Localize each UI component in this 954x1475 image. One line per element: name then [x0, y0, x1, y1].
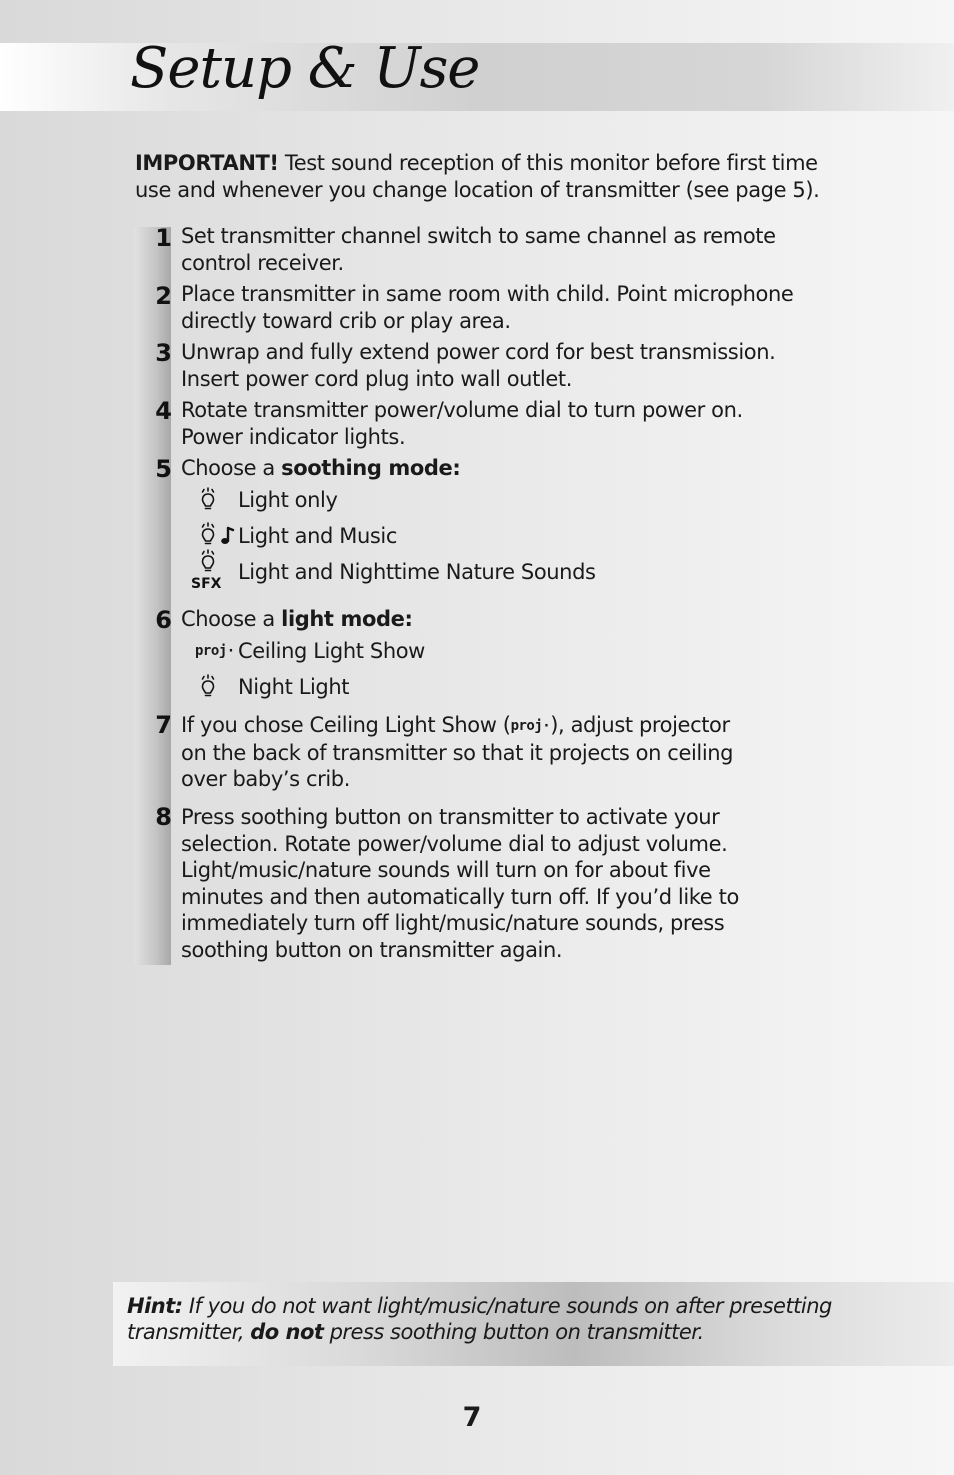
- step-line: soothing button on transmitter again.: [181, 937, 563, 962]
- projector-icon: proj·: [510, 718, 551, 734]
- step-text: [181, 455, 831, 482]
- projector-text: proj·: [195, 643, 235, 659]
- light-icon: [190, 482, 236, 520]
- step-line: on the back of transmitter so that it projects on ceiling: [181, 740, 734, 765]
- step-line: [181, 712, 831, 740]
- step-line: Place transmitter in same room with child. Point microphone: [181, 282, 794, 306]
- soothing-mode-label: Light and Music: [238, 524, 398, 548]
- step-number: 5: [155, 455, 172, 483]
- step-line: Insert power cord plug into wall outlet.: [181, 366, 572, 391]
- step-prefix: Choose a: [181, 607, 282, 631]
- light-icon: [190, 669, 236, 707]
- step-line: Power indicator lights.: [181, 424, 406, 449]
- hint-fragment: If you do not want light/music/nature sounds on after presetting transmitter,: [127, 1294, 832, 1344]
- light-mode-heading: light mode:: [281, 607, 413, 631]
- light-mode-label: Night Light: [238, 675, 350, 699]
- important-notice: [135, 150, 825, 204]
- step-line: selection. Rotate power/volume dial to adjust volume.: [181, 831, 728, 856]
- hint-label: Hint:: [127, 1294, 183, 1318]
- step-text: [181, 606, 831, 633]
- step-line: control receiver.: [181, 250, 344, 275]
- sfx-text: SFX: [191, 576, 222, 590]
- step-text: [181, 339, 831, 392]
- step-line: minutes and then automatically turn off. If you’d like to: [181, 884, 739, 909]
- step-line: Light/music/nature sounds will turn on for about five: [181, 858, 711, 882]
- step-text: [181, 281, 831, 334]
- step-number: 1: [155, 224, 172, 252]
- hint-emphasis: do not: [250, 1320, 324, 1344]
- hint-fragment: press soothing button on transmitter.: [323, 1320, 704, 1344]
- step-line: Set transmitter channel switch to same channel as remote: [181, 224, 776, 248]
- projector-icon: [195, 640, 241, 662]
- step-line: immediately turn off light/music/nature sounds, press: [181, 911, 725, 935]
- step-text: [181, 712, 831, 793]
- step-text: [181, 223, 831, 276]
- step-number: 7: [155, 711, 172, 739]
- step-number: 4: [155, 397, 172, 425]
- important-text: Test sound reception of this monitor before first time use and whenever you change location of transmitter (see page 5).: [135, 151, 820, 202]
- step-fragment: ), adjust projector: [550, 713, 730, 737]
- page-number: 7: [462, 1402, 482, 1433]
- step-prefix: Choose a: [181, 456, 282, 480]
- step-text: [181, 804, 831, 963]
- light-mode-label: Ceiling Light Show: [238, 639, 425, 663]
- step-line: directly toward crib or play area.: [181, 308, 511, 333]
- soothing-mode-label: Light only: [238, 488, 338, 512]
- step-number: 2: [155, 282, 172, 310]
- step-fragment: If you chose Ceiling Light Show (: [181, 713, 511, 737]
- step-line: Press soothing button on transmitter to activate your: [181, 805, 720, 829]
- soothing-mode-heading: soothing mode:: [281, 456, 461, 480]
- hint-text: [127, 1293, 907, 1345]
- step-line: Unwrap and fully extend power cord for best transmission.: [181, 340, 776, 364]
- light-sfx-icon: [190, 548, 236, 590]
- step-text: [181, 397, 831, 450]
- step-number: 6: [155, 606, 172, 634]
- step-line: Rotate transmitter power/volume dial to turn power on.: [181, 398, 743, 422]
- important-label: IMPORTANT!: [135, 151, 279, 175]
- step-number: 3: [155, 339, 172, 367]
- step-number: 8: [155, 803, 172, 831]
- steps-bar: [134, 227, 171, 965]
- step-line: over baby’s crib.: [181, 767, 350, 791]
- page-title: Setup & Use: [130, 36, 480, 101]
- soothing-mode-label: Light and Nighttime Nature Sounds: [238, 560, 596, 584]
